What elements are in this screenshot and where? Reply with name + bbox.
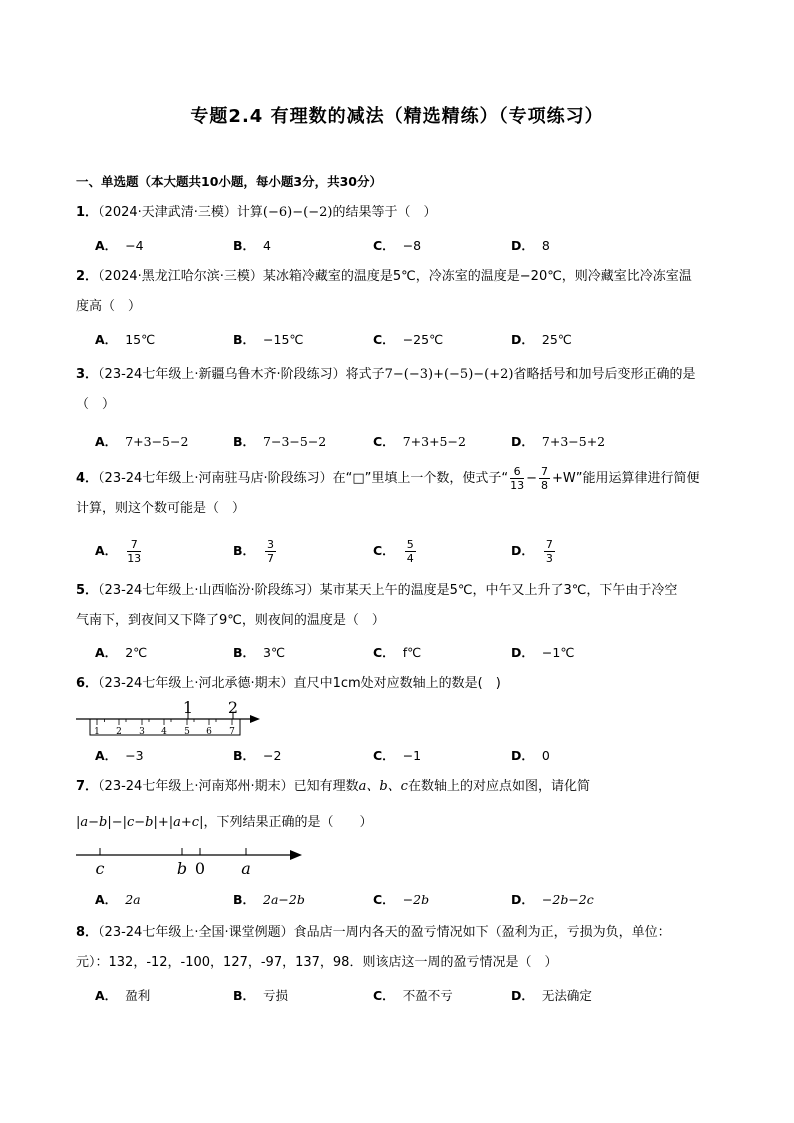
option-c[interactable]: C． −8: [373, 238, 422, 253]
option-a[interactable]: A． 2℃: [95, 645, 148, 660]
option-b[interactable]: B． 2a−2b: [233, 892, 305, 907]
question-text: 计算: [236, 205, 263, 220]
math-expression: (−6)−(−2): [262, 205, 333, 220]
question-source: （23-24七年级上·河北承德·期末）: [98, 676, 294, 691]
option-a[interactable]: A． −3: [95, 748, 144, 763]
options-q5: [95, 643, 735, 667]
option-a[interactable]: A． 15℃: [95, 332, 156, 347]
question-source: （23-24七年级上·河南驻马店·阶段练习）: [98, 471, 333, 486]
question-text: 度高（ ）: [76, 299, 142, 314]
option-a[interactable]: A． 盈利: [95, 988, 151, 1003]
axis-label: 2: [227, 698, 239, 717]
option-d[interactable]: D． −2b−2c: [511, 892, 594, 907]
question-text: 计算，则这个数可能是（ ）: [76, 501, 246, 516]
question-text: 在数轴上的对应点如图，请化简: [407, 779, 590, 794]
page-title: 专题2.4 有理数的减法（精选精练）（专项练习）: [190, 106, 604, 127]
options-q7: [95, 890, 735, 914]
question-number: 7．: [76, 779, 99, 794]
option-d[interactable]: D． $\frac{7}{3}$: [511, 538, 553, 565]
question-text: ，下列结果正确的是（ ）: [203, 815, 373, 830]
question-6: [76, 669, 726, 699]
option-c[interactable]: C． −25℃: [373, 332, 444, 347]
question-source: （23-24七年级上·全国·课堂例题）: [98, 925, 294, 940]
question-text: 省略括号和加号后变形正确的是: [513, 367, 696, 382]
options-q6: [95, 746, 735, 770]
question-2: [76, 262, 726, 322]
question-1: [76, 198, 726, 228]
question-text: （ ）: [76, 397, 116, 412]
question-text: 的结果等于（ ）: [332, 205, 437, 220]
options-q8: [95, 986, 735, 1010]
option-c[interactable]: C． f℃: [373, 645, 422, 660]
ruler-label: 4: [161, 727, 167, 737]
option-c[interactable]: C． 不盈不亏: [373, 988, 453, 1003]
question-text: 某市某天上午的温度是5℃，中午又上升了3℃，下午由于冷空: [319, 583, 678, 598]
question-number: 6．: [76, 676, 99, 691]
axis-arrow: [250, 715, 260, 723]
point-label-b: b: [176, 859, 188, 878]
question-number: 4．: [76, 471, 99, 486]
option-d[interactable]: D． −1℃: [511, 645, 575, 660]
option-c[interactable]: C． −1: [373, 748, 422, 763]
option-b[interactable]: B． 7−3−5−2: [233, 434, 327, 449]
option-d[interactable]: D． 8: [511, 238, 550, 253]
question-number: 8．: [76, 925, 99, 940]
question-7-line-2: [76, 808, 726, 838]
question-number: 3．: [76, 367, 99, 382]
point-label-origin: 0: [194, 859, 206, 878]
question-text: 在“□”里填上一个数，使式子“: [332, 471, 509, 486]
question-source: （2024·黑龙江哈尔滨·三模）: [98, 269, 263, 284]
question-source: （23-24七年级上·河南郑州·期末）: [98, 779, 294, 794]
section-heading: 一、单选题（本大题共10小题，每小题3分，共30分）: [76, 174, 382, 189]
question-5: [76, 576, 726, 636]
question-4: 4．（23-24七年级上·河南驻马店·阶段练习）在“□”里填上一个数，使式子“ $\frac{6}{13}$ − $\frac{7}{8}$ +W”能用运算律进行简便 计算，则这个数可能是（ ）: [76, 465, 700, 516]
ruler-label: 5: [184, 727, 190, 737]
ruler-number-line-figure: [76, 697, 266, 739]
fraction: $\frac{6}{13}$: [510, 465, 525, 492]
question-number: 1．: [76, 205, 99, 220]
options-q2: [95, 330, 735, 354]
number-line-figure: [76, 842, 306, 882]
option-d[interactable]: D． 25℃: [511, 332, 572, 347]
question-source: （23-24七年级上·新疆乌鲁木齐·阶段练习）: [98, 367, 346, 382]
option-c[interactable]: C． 7+3+5−2: [373, 434, 466, 449]
question-text: 食品店一周内各天的盈亏情况如下（盈利为正，亏损为负，单位：: [293, 925, 671, 940]
ruler-label: 3: [139, 727, 145, 737]
math-expression: 7−(−3)+(−5)−(+2): [384, 367, 514, 382]
question-text: 气南下，到夜间又下降了9℃，则夜间的温度是（ ）: [76, 613, 385, 628]
math-variables: a、b、c: [358, 779, 408, 794]
options-q3: [95, 432, 735, 456]
option-a[interactable]: A． 2a: [95, 892, 141, 907]
option-b[interactable]: B． 3℃: [233, 645, 286, 660]
axis-label: 1: [182, 698, 194, 717]
ruler-ticks: [97, 719, 232, 725]
option-b[interactable]: B． 4: [233, 238, 271, 253]
option-c[interactable]: C． −2b: [373, 892, 430, 907]
option-a[interactable]: A． $\frac{7}{13}$: [95, 538, 142, 565]
option-b[interactable]: B． $\frac{3}{7}$: [233, 538, 275, 565]
axis-arrow: [290, 850, 302, 860]
option-b[interactable]: B． −15℃: [233, 332, 304, 347]
question-text: 将式子: [345, 367, 385, 382]
question-3: [76, 360, 726, 420]
option-b[interactable]: B． 亏损: [233, 988, 289, 1003]
ruler-label: 7: [229, 727, 235, 737]
point-label-a: a: [241, 859, 251, 878]
question-text: 某冰箱冷藏室的温度是5℃，冷冻室的温度是−20℃，则冷藏室比冷冻室温: [262, 269, 692, 284]
option-b[interactable]: B． −2: [233, 748, 282, 763]
question-text: 已知有理数: [293, 779, 359, 794]
question-number: 2．: [76, 269, 99, 284]
option-d[interactable]: D． 无法确定: [511, 988, 592, 1003]
options-q4: [95, 538, 735, 565]
question-text: +W”能用运算律进行简便: [552, 471, 700, 486]
math-expression: |a−b|−|c−b|+|a+c|: [76, 815, 204, 830]
question-source: （2024·天津武清·三模）: [98, 205, 237, 220]
option-c[interactable]: C． $\frac{5}{4}$: [373, 538, 414, 565]
ruler-label: 1: [94, 727, 100, 737]
option-a[interactable]: A． −4: [95, 238, 144, 253]
question-number: 5．: [76, 583, 99, 598]
options-q1: [95, 236, 735, 260]
point-label-c: c: [95, 859, 105, 878]
question-text: 元）：132，-12，-100，127，-97，137，98．则该店这一周的盈亏情况是（ ）: [76, 955, 558, 970]
question-7: [76, 772, 726, 802]
question-8: [76, 918, 726, 978]
option-a[interactable]: A． 7+3−5−2: [95, 434, 189, 449]
fraction: $\frac{7}{8}$: [541, 465, 548, 492]
question-source: （23-24七年级上·山西临汾·阶段练习）: [98, 583, 320, 598]
option-d[interactable]: D． 7+3−5+2: [511, 434, 606, 449]
ruler-label: 6: [206, 727, 212, 737]
question-text: 直尺中1cm处对应数轴上的数是( ): [293, 676, 501, 691]
ruler-label: 2: [116, 727, 122, 737]
option-d[interactable]: D． 0: [511, 748, 550, 763]
